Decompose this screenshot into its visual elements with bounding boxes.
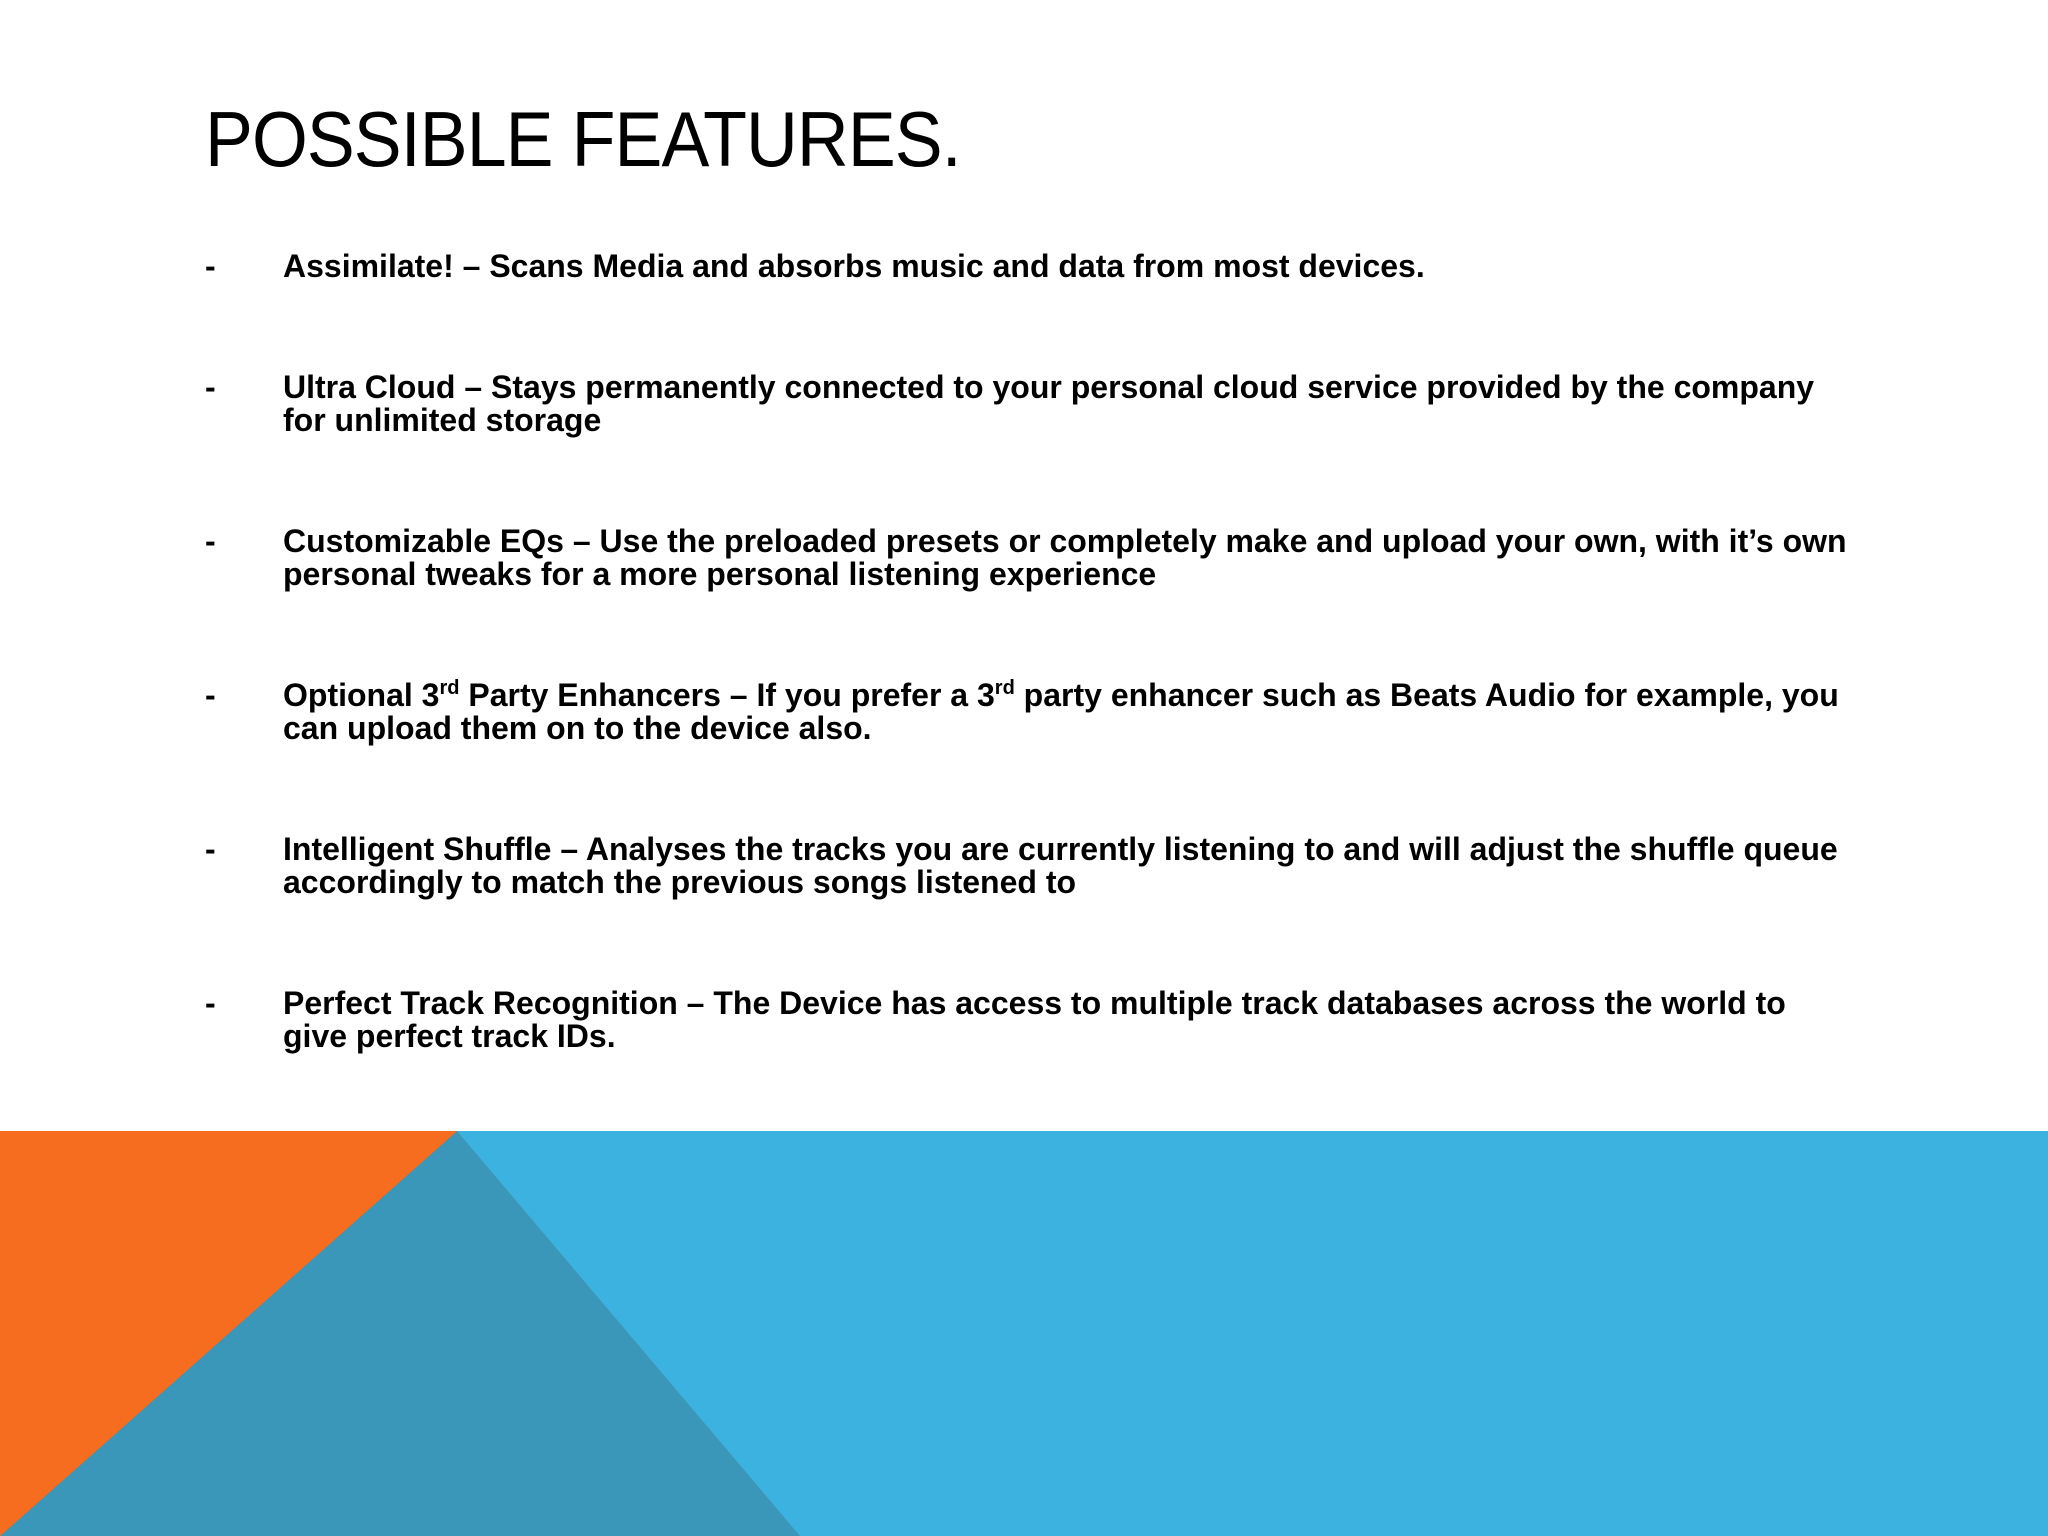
feature-text-part: Party Enhancers – If you prefer a 3 — [459, 677, 995, 713]
ordinal-suffix: rd — [439, 677, 460, 699]
bullet-marker: - — [205, 523, 216, 559]
bullet-marker: - — [205, 985, 216, 1021]
feature-text: Ultra Cloud – Stays permanently connected to your personal cloud service provided by the company for unlimited storage — [283, 369, 1815, 438]
feature-item-perfect-track-recognition — [205, 987, 1855, 1053]
feature-text: Customizable EQs – Use the preloaded presets or completely make and upload your own, with it’s own personal tweaks for a more personal listening experience — [283, 523, 1847, 592]
ordinal-suffix: rd — [994, 677, 1015, 699]
bullet-marker: - — [205, 831, 216, 867]
feature-text-part: party enhancer such as Beats Audio for example, you can upload them on to the device also. — [283, 677, 1839, 746]
feature-item-customizable-eqs — [205, 525, 1855, 591]
feature-item-intelligent-shuffle — [205, 833, 1855, 899]
bullet-marker: - — [205, 677, 216, 713]
feature-text: Intelligent Shuffle – Analyses the tracks you are currently listening to and will adjust the shuffle queue accordingly to match the previous songs listened to — [283, 831, 1838, 900]
decorative-banner — [0, 1131, 2048, 1536]
feature-text: Perfect Track Recognition – The Device has access to multiple track databases across the world to give perfect track IDs. — [283, 985, 1786, 1054]
bullet-marker: - — [205, 248, 216, 284]
feature-list — [205, 250, 1855, 1141]
feature-item-ultra-cloud — [205, 371, 1855, 437]
feature-item-third-party-enhancers — [205, 679, 1855, 745]
feature-text-part: Optional 3 — [283, 677, 440, 713]
feature-text: Assimilate! – Scans Media and absorbs music and data from most devices. — [283, 248, 1425, 284]
feature-item-assimilate — [205, 250, 1855, 283]
bullet-marker: - — [205, 369, 216, 405]
slide-title: POSSIBLE FEATURES. — [205, 95, 961, 183]
